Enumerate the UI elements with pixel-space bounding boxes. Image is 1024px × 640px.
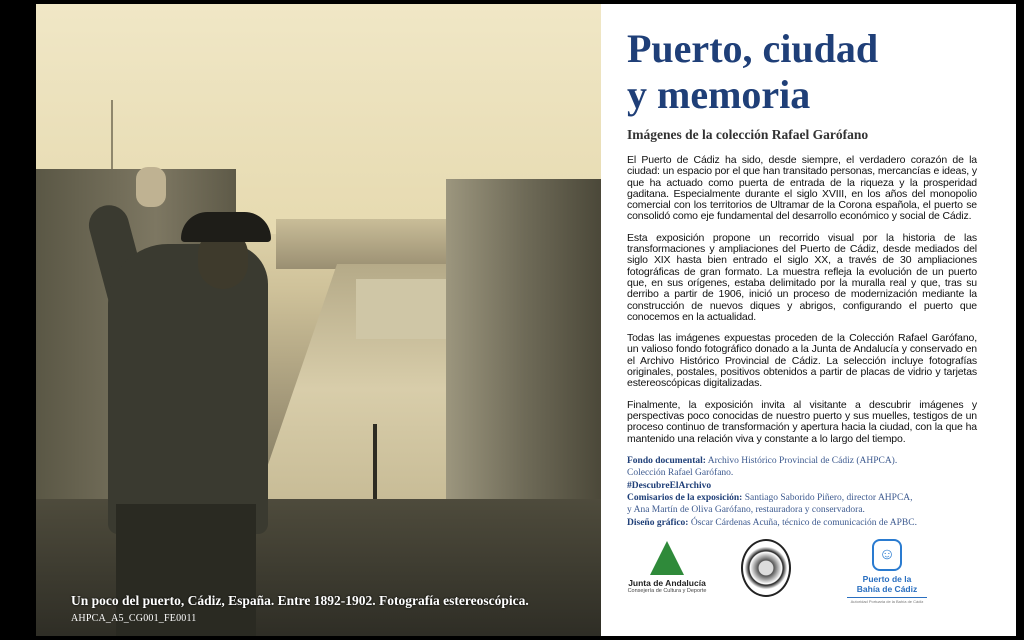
paragraph: Todas las imágenes expuestas proceden de la Colección Rafael Garófano, un valioso fondo fotográfico donado a la Junta de Andalucía y conservado en el Archivo Histórico Provincial de Cádiz. La selección incluye fotografías originales, postales, positivos obtenidos a partir de placas de vidrio y tarjetas estereoscópicas digitalizadas. bbox=[627, 332, 977, 390]
comisarios-value-2: y Ana Martín de Oliva Garófano, restauradora y conservadora. bbox=[627, 505, 865, 516]
diseno-label: Diseño gráfico: bbox=[627, 517, 689, 528]
apbc-line-2: Bahía de Cádiz bbox=[856, 584, 918, 595]
title-line-1: Puerto, ciudad bbox=[627, 26, 879, 71]
photo-man-hand bbox=[136, 167, 166, 207]
apbc-divider bbox=[847, 597, 927, 598]
photo-street-lamp bbox=[373, 424, 377, 499]
paragraph: Finalmente, la exposición invita al visitante a descubrir imágenes y perspectivas poco conocidas de nuestro puerto y sus muelles, testigos de un proceso continuo de transformación y apertura hacia la ciudad, con la que ha mantenido una relación viva y constante a lo largo del tiempo. bbox=[627, 398, 977, 445]
archive-seal-logo bbox=[741, 539, 789, 597]
page-subtitle: Imágenes de la colección Rafael Garófano bbox=[627, 127, 869, 142]
apbc-sub: Autoridad Portuaria de la Bahía de Cádiz bbox=[850, 599, 924, 605]
comisarios-value: Santiago Saborido Piñero, director AHPCA, bbox=[744, 493, 913, 504]
apbc-face-icon: ☺ bbox=[872, 539, 902, 571]
coleccion: Colección Rafael Garófano. bbox=[627, 468, 734, 479]
photo-buildings bbox=[276, 219, 456, 269]
body-text bbox=[627, 155, 977, 445]
photo-man-hat bbox=[181, 212, 271, 242]
hashtag: #DescubreElArchivo bbox=[627, 480, 712, 491]
comisarios-label: Comisarios de la exposición: bbox=[627, 493, 743, 504]
photo-man-body bbox=[108, 244, 268, 534]
historic-port-photo bbox=[36, 4, 601, 636]
photo-water bbox=[356, 279, 451, 339]
photo-caption-code: AHPCA_A5_CG001_FE0011 bbox=[71, 613, 197, 624]
page-title bbox=[627, 26, 986, 118]
fondo-label: Fondo documental: bbox=[627, 455, 706, 466]
photo-caption bbox=[71, 593, 529, 624]
diseno-value: Óscar Cárdenas Acuña, técnico de comunicación de APBC. bbox=[690, 517, 917, 528]
photo-mast bbox=[111, 100, 113, 180]
title-line-2: y memoria bbox=[627, 72, 811, 117]
credits bbox=[627, 455, 987, 529]
junta-andalucia-logo bbox=[627, 539, 707, 594]
junta-sub: Consejería de Cultura y Deporte bbox=[627, 588, 707, 595]
junta-name: Junta de Andalucía bbox=[628, 578, 706, 589]
photo-caption-title: Un poco del puerto, Cádiz, España. Entre 1892-1902. Fotografía estereoscópica. bbox=[71, 593, 529, 608]
seal-icon bbox=[741, 539, 791, 597]
junta-a-icon bbox=[650, 541, 684, 575]
paragraph: Esta exposición propone un recorrido visual por la historia de las transformaciones y ampliaciones del Puerto de Cádiz, desde mediados del siglo XIX hasta bien entrado el siglo XX, a través de 30 ampliaciones fotográficas de gran formato. La muestra refleja la evolución de un puerto que, en sus orígenes, estaba delimitado por la muralla real y que, tras su derribo a partir de 1906, inició un proceso de modernización mediante la construcción de nuevos diques y abrigos, configurando el puerto que conocemos en la actualidad. bbox=[627, 231, 977, 323]
apbc-line-1: Puerto de la bbox=[862, 574, 912, 585]
info-panel bbox=[601, 4, 1016, 636]
puerto-bahia-cadiz-logo bbox=[842, 539, 932, 604]
paragraph: El Puerto de Cádiz ha sido, desde siempre, el verdadero corazón de la ciudad: un espacio por el que han transitado personas, mercancías e ideas, y que ha actuado como puerta de entrada de la riqueza y la prosperidad gaditana. Especialmente durante el siglo XVIII, en los años del monopolio comercial con los territorios de Ultramar de la Corona española, el puerto se consolidó como eje fundamental del desarrollo económico y social de Cádiz. bbox=[627, 154, 977, 223]
fondo-value: Archivo Histórico Provincial de Cádiz (AHPCA). bbox=[707, 455, 898, 466]
sponsor-logos bbox=[627, 539, 957, 609]
